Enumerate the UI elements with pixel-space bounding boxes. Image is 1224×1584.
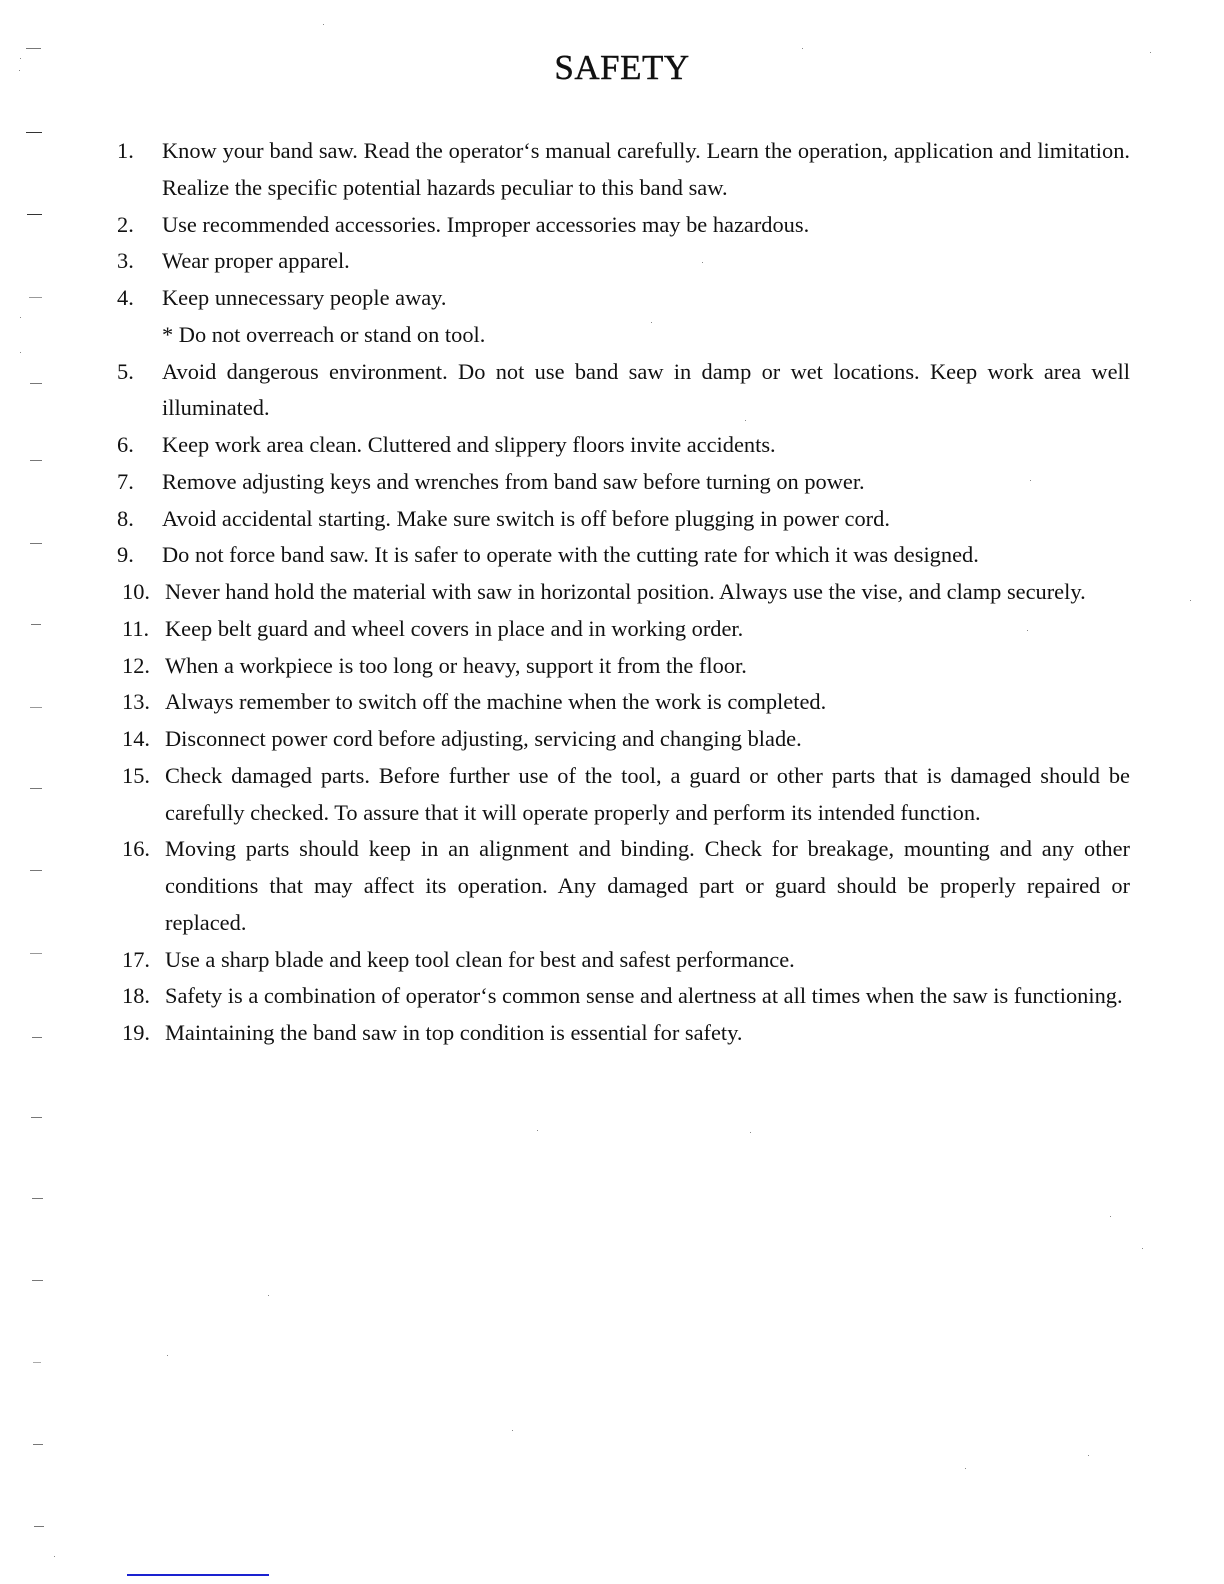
- scan-dot: [20, 58, 21, 59]
- item-number: 3.: [117, 248, 134, 274]
- scan-dot: [802, 48, 803, 49]
- footer-rule: [127, 1574, 269, 1576]
- list-item: [112, 1015, 1130, 1052]
- scan-dot: [1150, 52, 1151, 53]
- item-text: Moving parts should keep in an alignment and binding. Check for breakage, mounting and any other conditions that may affect its operation. Any damaged part or guard should be properly repaired or replaced.: [165, 836, 1130, 935]
- item-number: 6.: [117, 432, 134, 457]
- item-text: Check damaged parts. Before further use of the tool, a guard or other parts that is damaged should be carefully checked. To assure that it will operate properly and perform its intended function.: [165, 762, 1130, 825]
- scan-dot: [651, 322, 652, 323]
- list-item: [112, 537, 1130, 574]
- item-number: 17.: [122, 946, 150, 972]
- item-number: 5.: [117, 358, 134, 384]
- item-number: 15.: [122, 762, 150, 788]
- scan-dot: [702, 262, 703, 263]
- page-title: SAFETY: [554, 48, 690, 87]
- scan-dot: [167, 1355, 168, 1356]
- item-note: * Do not overreach or stand on tool.: [162, 321, 486, 347]
- item-text: Use a sharp blade and keep tool clean for best and safest performance.: [165, 946, 795, 972]
- item-text: When a workpiece is too long or heavy, support it from the floor.: [165, 652, 747, 678]
- list-item: [112, 978, 1130, 1015]
- item-text: Do not force band saw. It is safer to operate with the cutting rate for which it was designed.: [162, 542, 979, 568]
- scan-mark: [30, 788, 42, 789]
- scan-dot: [1142, 1248, 1143, 1249]
- scan-mark: [29, 297, 42, 298]
- scan-dot: [268, 1295, 269, 1296]
- list-item: [112, 280, 1130, 317]
- item-text: Wear proper apparel.: [162, 248, 350, 274]
- scan-dot: [1027, 630, 1028, 631]
- scan-dot: [19, 70, 20, 71]
- item-number: 13.: [122, 689, 150, 715]
- item-text: Safety is a combination of operator‘s common sense and alertness at all times when the saw is functioning.: [165, 983, 1123, 1009]
- list-item: [112, 684, 1130, 721]
- item-text: Keep unnecessary people away.: [162, 285, 447, 310]
- scan-dot: [1030, 480, 1031, 481]
- scan-mark: [26, 48, 41, 49]
- item-text: Avoid dangerous environment. Do not use band saw in damp or wet locations. Keep work area well illuminated.: [162, 358, 1130, 421]
- item-number: 14.: [122, 726, 150, 751]
- scan-dot: [20, 317, 21, 318]
- scan-dot: [537, 1130, 538, 1131]
- list-item: [112, 501, 1130, 538]
- list-item: [112, 574, 1130, 611]
- item-text: Know your band saw. Read the operator‘s manual carefully. Learn the operation, application and limitation. Realize the specific potential hazards peculiar to this band saw.: [162, 138, 1130, 200]
- item-number: 12.: [122, 652, 150, 678]
- scan-mark: [26, 132, 42, 133]
- scan-mark: [32, 1198, 43, 1199]
- list-item: [112, 611, 1130, 648]
- list-item: [112, 243, 1130, 280]
- list-item: [112, 942, 1130, 979]
- list-item: [112, 464, 1130, 501]
- scan-mark: [30, 460, 42, 461]
- item-number: 18.: [122, 983, 150, 1009]
- item-number: 1.: [117, 138, 134, 163]
- item-text: Keep work area clean. Cluttered and slippery floors invite accidents.: [162, 432, 776, 457]
- item-number: 16.: [122, 836, 150, 862]
- item-number: 2.: [117, 211, 134, 237]
- scan-dot: [512, 1430, 513, 1431]
- scan-mark: [30, 953, 42, 954]
- scan-dot: [1190, 600, 1191, 601]
- item-number: 4.: [117, 285, 134, 310]
- scan-dot: [1088, 1455, 1089, 1456]
- scan-mark: [30, 543, 42, 544]
- item-number: 9.: [117, 542, 134, 568]
- safety-rules-list: [112, 133, 1130, 1052]
- scan-mark: [31, 1117, 42, 1118]
- list-item: [112, 207, 1130, 244]
- list-item: [112, 721, 1130, 758]
- item-number: 8.: [117, 505, 134, 531]
- list-item: [112, 427, 1130, 464]
- scan-mark: [32, 1037, 42, 1038]
- list-item: [112, 831, 1130, 941]
- list-item: [112, 133, 1130, 207]
- item-text: Avoid accidental starting. Make sure switch is off before plugging in power cord.: [162, 505, 890, 531]
- scan-mark: [30, 383, 42, 384]
- scan-dot: [54, 1556, 55, 1557]
- item-text: Never hand hold the material with saw in horizontal position. Always use the vise, and clamp securely.: [165, 579, 1086, 604]
- item-text: Maintaining the band saw in top condition is essential for safety.: [165, 1020, 743, 1045]
- scan-dot: [965, 1468, 966, 1469]
- scan-mark: [31, 624, 41, 625]
- scan-mark: [27, 214, 42, 215]
- item-text: Always remember to switch off the machine when the work is completed.: [165, 689, 827, 715]
- item-number: 7.: [117, 468, 134, 494]
- item-number: 10.: [122, 579, 150, 604]
- scan-dot: [323, 24, 324, 25]
- scan-mark: [30, 870, 42, 871]
- scan-mark: [33, 1444, 43, 1445]
- scan-mark: [34, 1526, 44, 1527]
- scan-dot: [1110, 1216, 1111, 1217]
- item-text: Use recommended accessories. Improper accessories may be hazardous.: [162, 211, 810, 237]
- item-text: Remove adjusting keys and wrenches from band saw before turning on power.: [162, 468, 865, 494]
- item-number: 19.: [122, 1020, 150, 1045]
- scan-dot: [750, 1132, 751, 1133]
- item-text: Keep belt guard and wheel covers in place and in working order.: [165, 615, 744, 641]
- scan-dot: [745, 420, 746, 421]
- list-item: [112, 648, 1130, 685]
- scan-mark: [33, 1362, 41, 1363]
- scan-dot: [20, 352, 21, 353]
- list-item: [112, 354, 1130, 428]
- item-number: 11.: [122, 615, 150, 641]
- scan-mark: [30, 707, 42, 708]
- item-text: Disconnect power cord before adjusting, servicing and changing blade.: [165, 726, 802, 751]
- list-item: [112, 758, 1130, 832]
- scan-mark: [32, 1280, 43, 1281]
